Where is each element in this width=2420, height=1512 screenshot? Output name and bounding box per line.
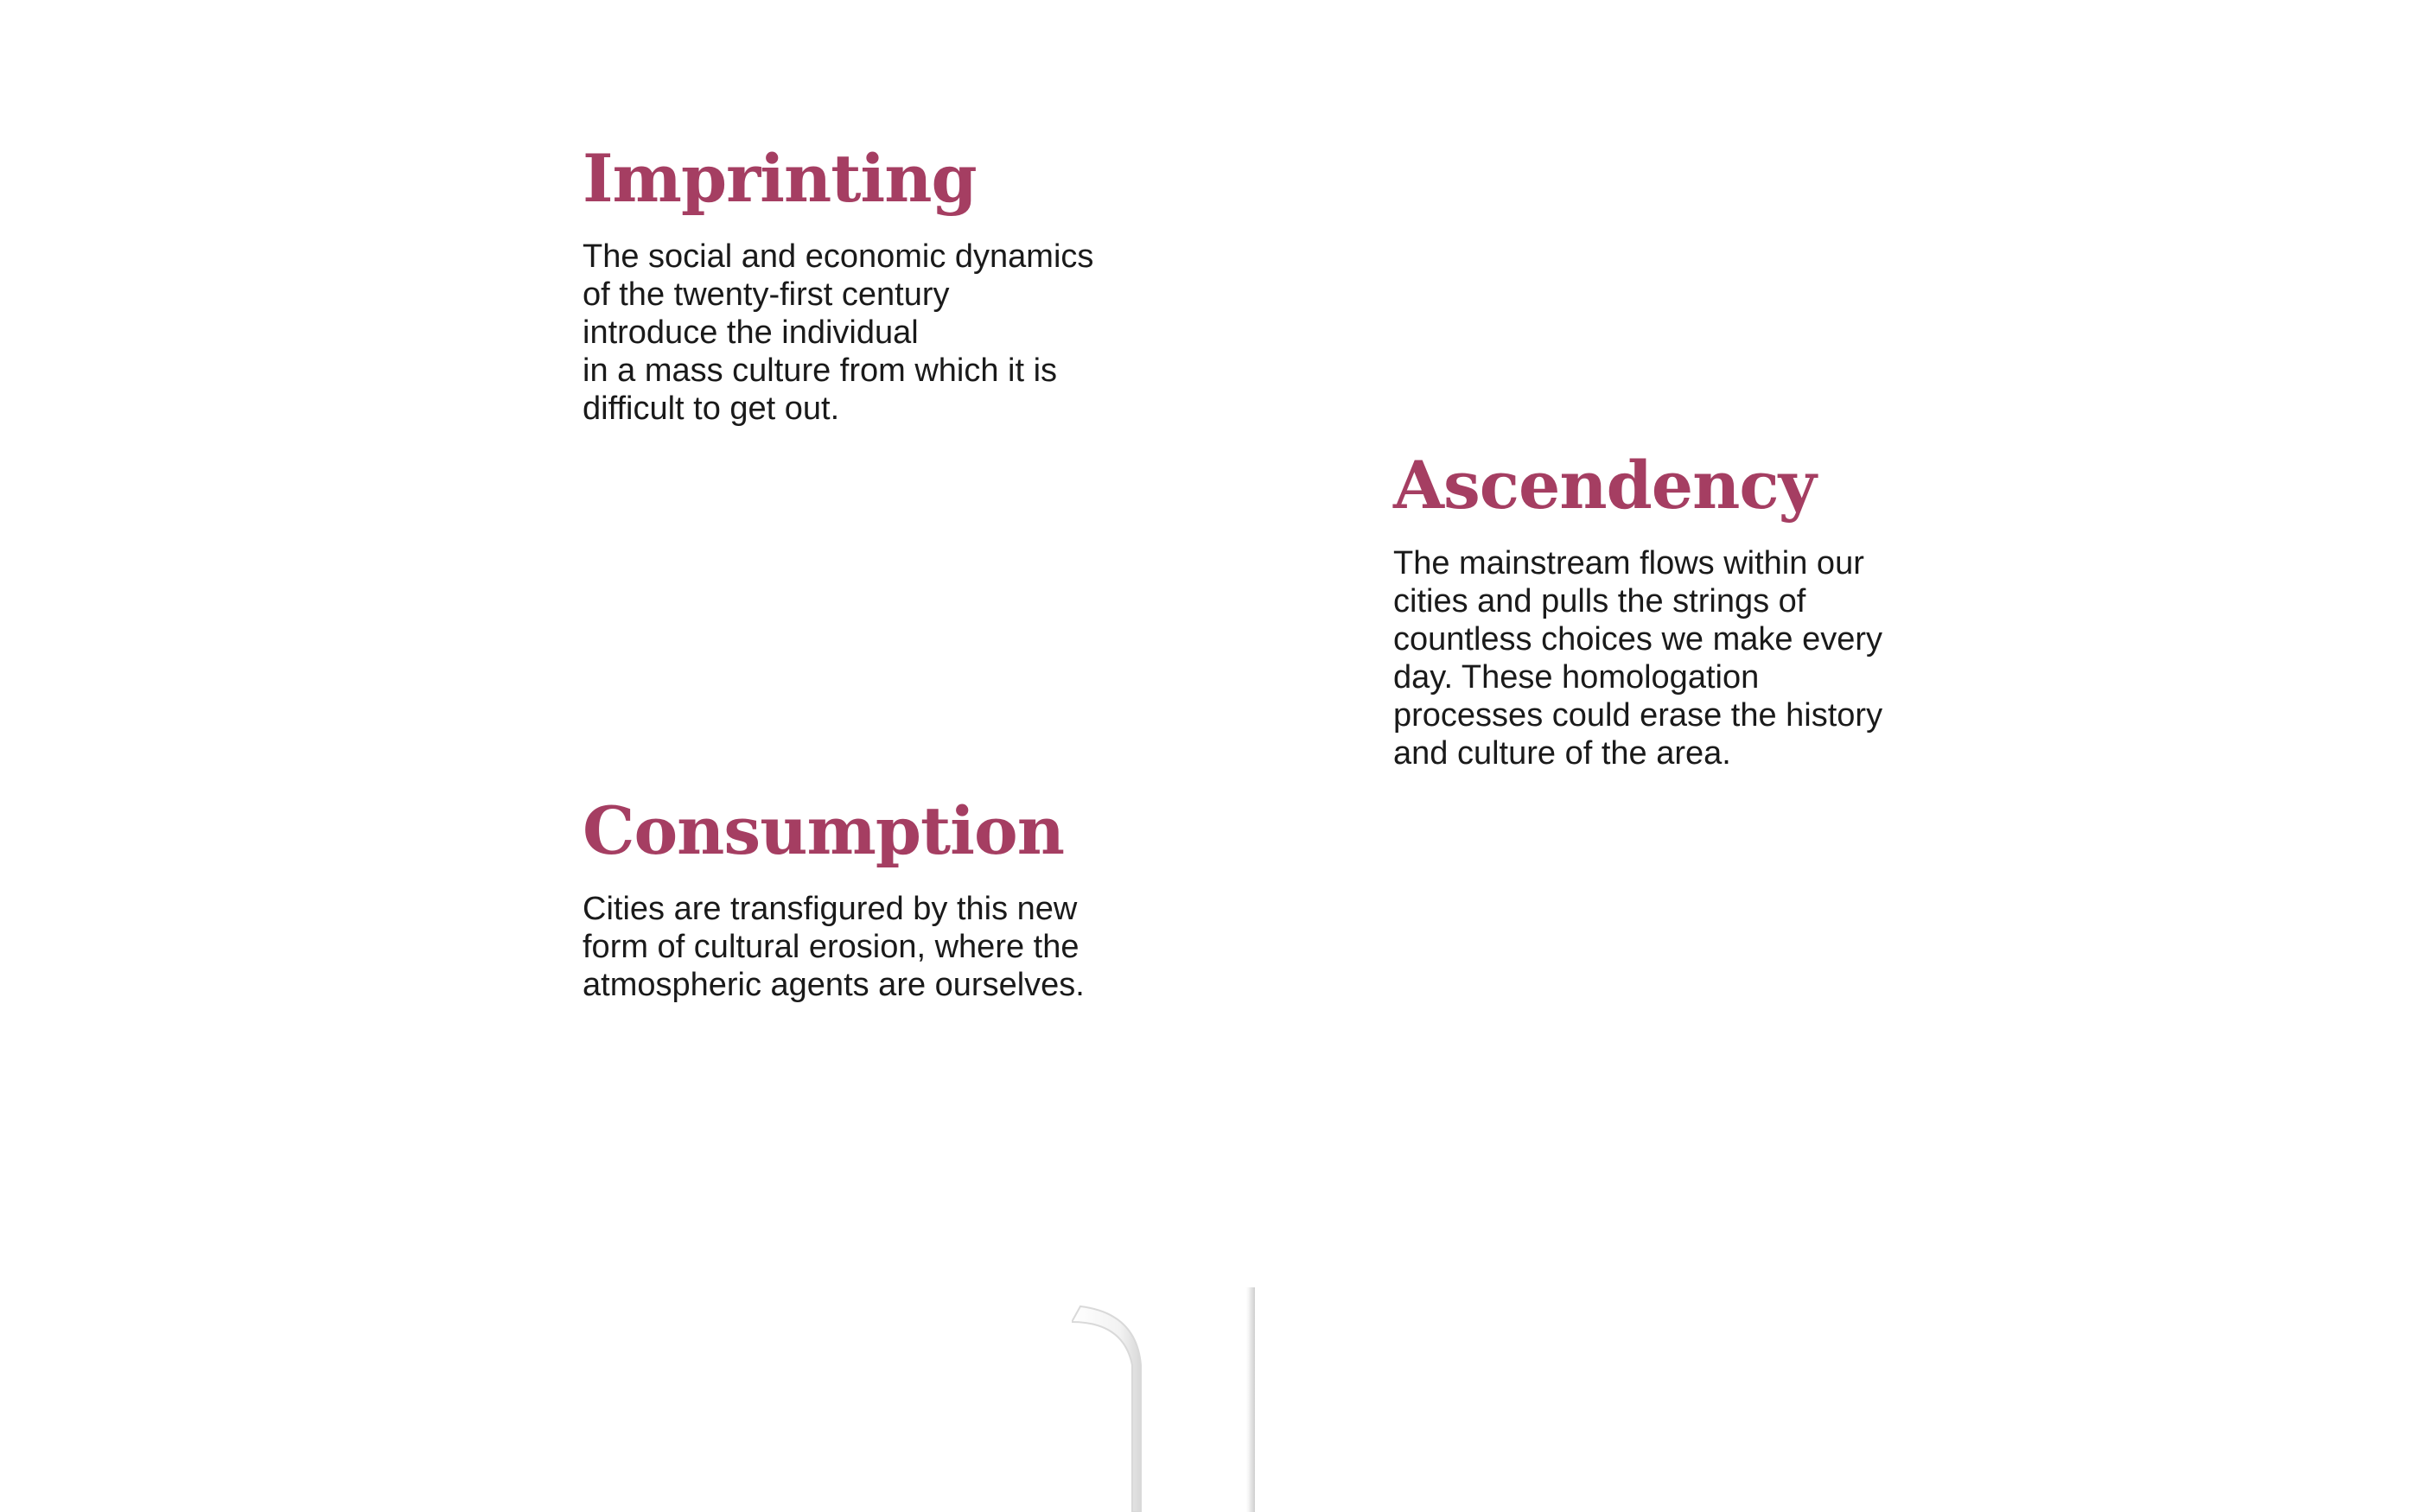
imprinting-section [583, 140, 1188, 428]
curl-shape [1072, 1306, 1141, 1512]
imprinting-title: Imprinting [583, 140, 977, 217]
consumption-body: Cities are transfigured by this new form of cultural erosion, where the atmospheric agents are ourselves. [583, 890, 1085, 1003]
ascendency-title: Ascendency [1393, 447, 1816, 524]
consumption-title: Consumption [583, 792, 1064, 869]
ascendency-section [1393, 449, 1998, 772]
consumption-section [583, 792, 1188, 1004]
paper-curl-decoration [1072, 1287, 1279, 1512]
ascendency-body: The mainstream flows within our cities and pulls the strings of countless choices we make every day. These homologation processes could erase the history and culture of the area. [1393, 544, 1883, 772]
imprinting-body: The social and economic dynamics of the twenty-first century introduce the individual in a mass culture from which it is difficult to get out. [583, 238, 1094, 427]
edge-shape [1245, 1287, 1255, 1512]
